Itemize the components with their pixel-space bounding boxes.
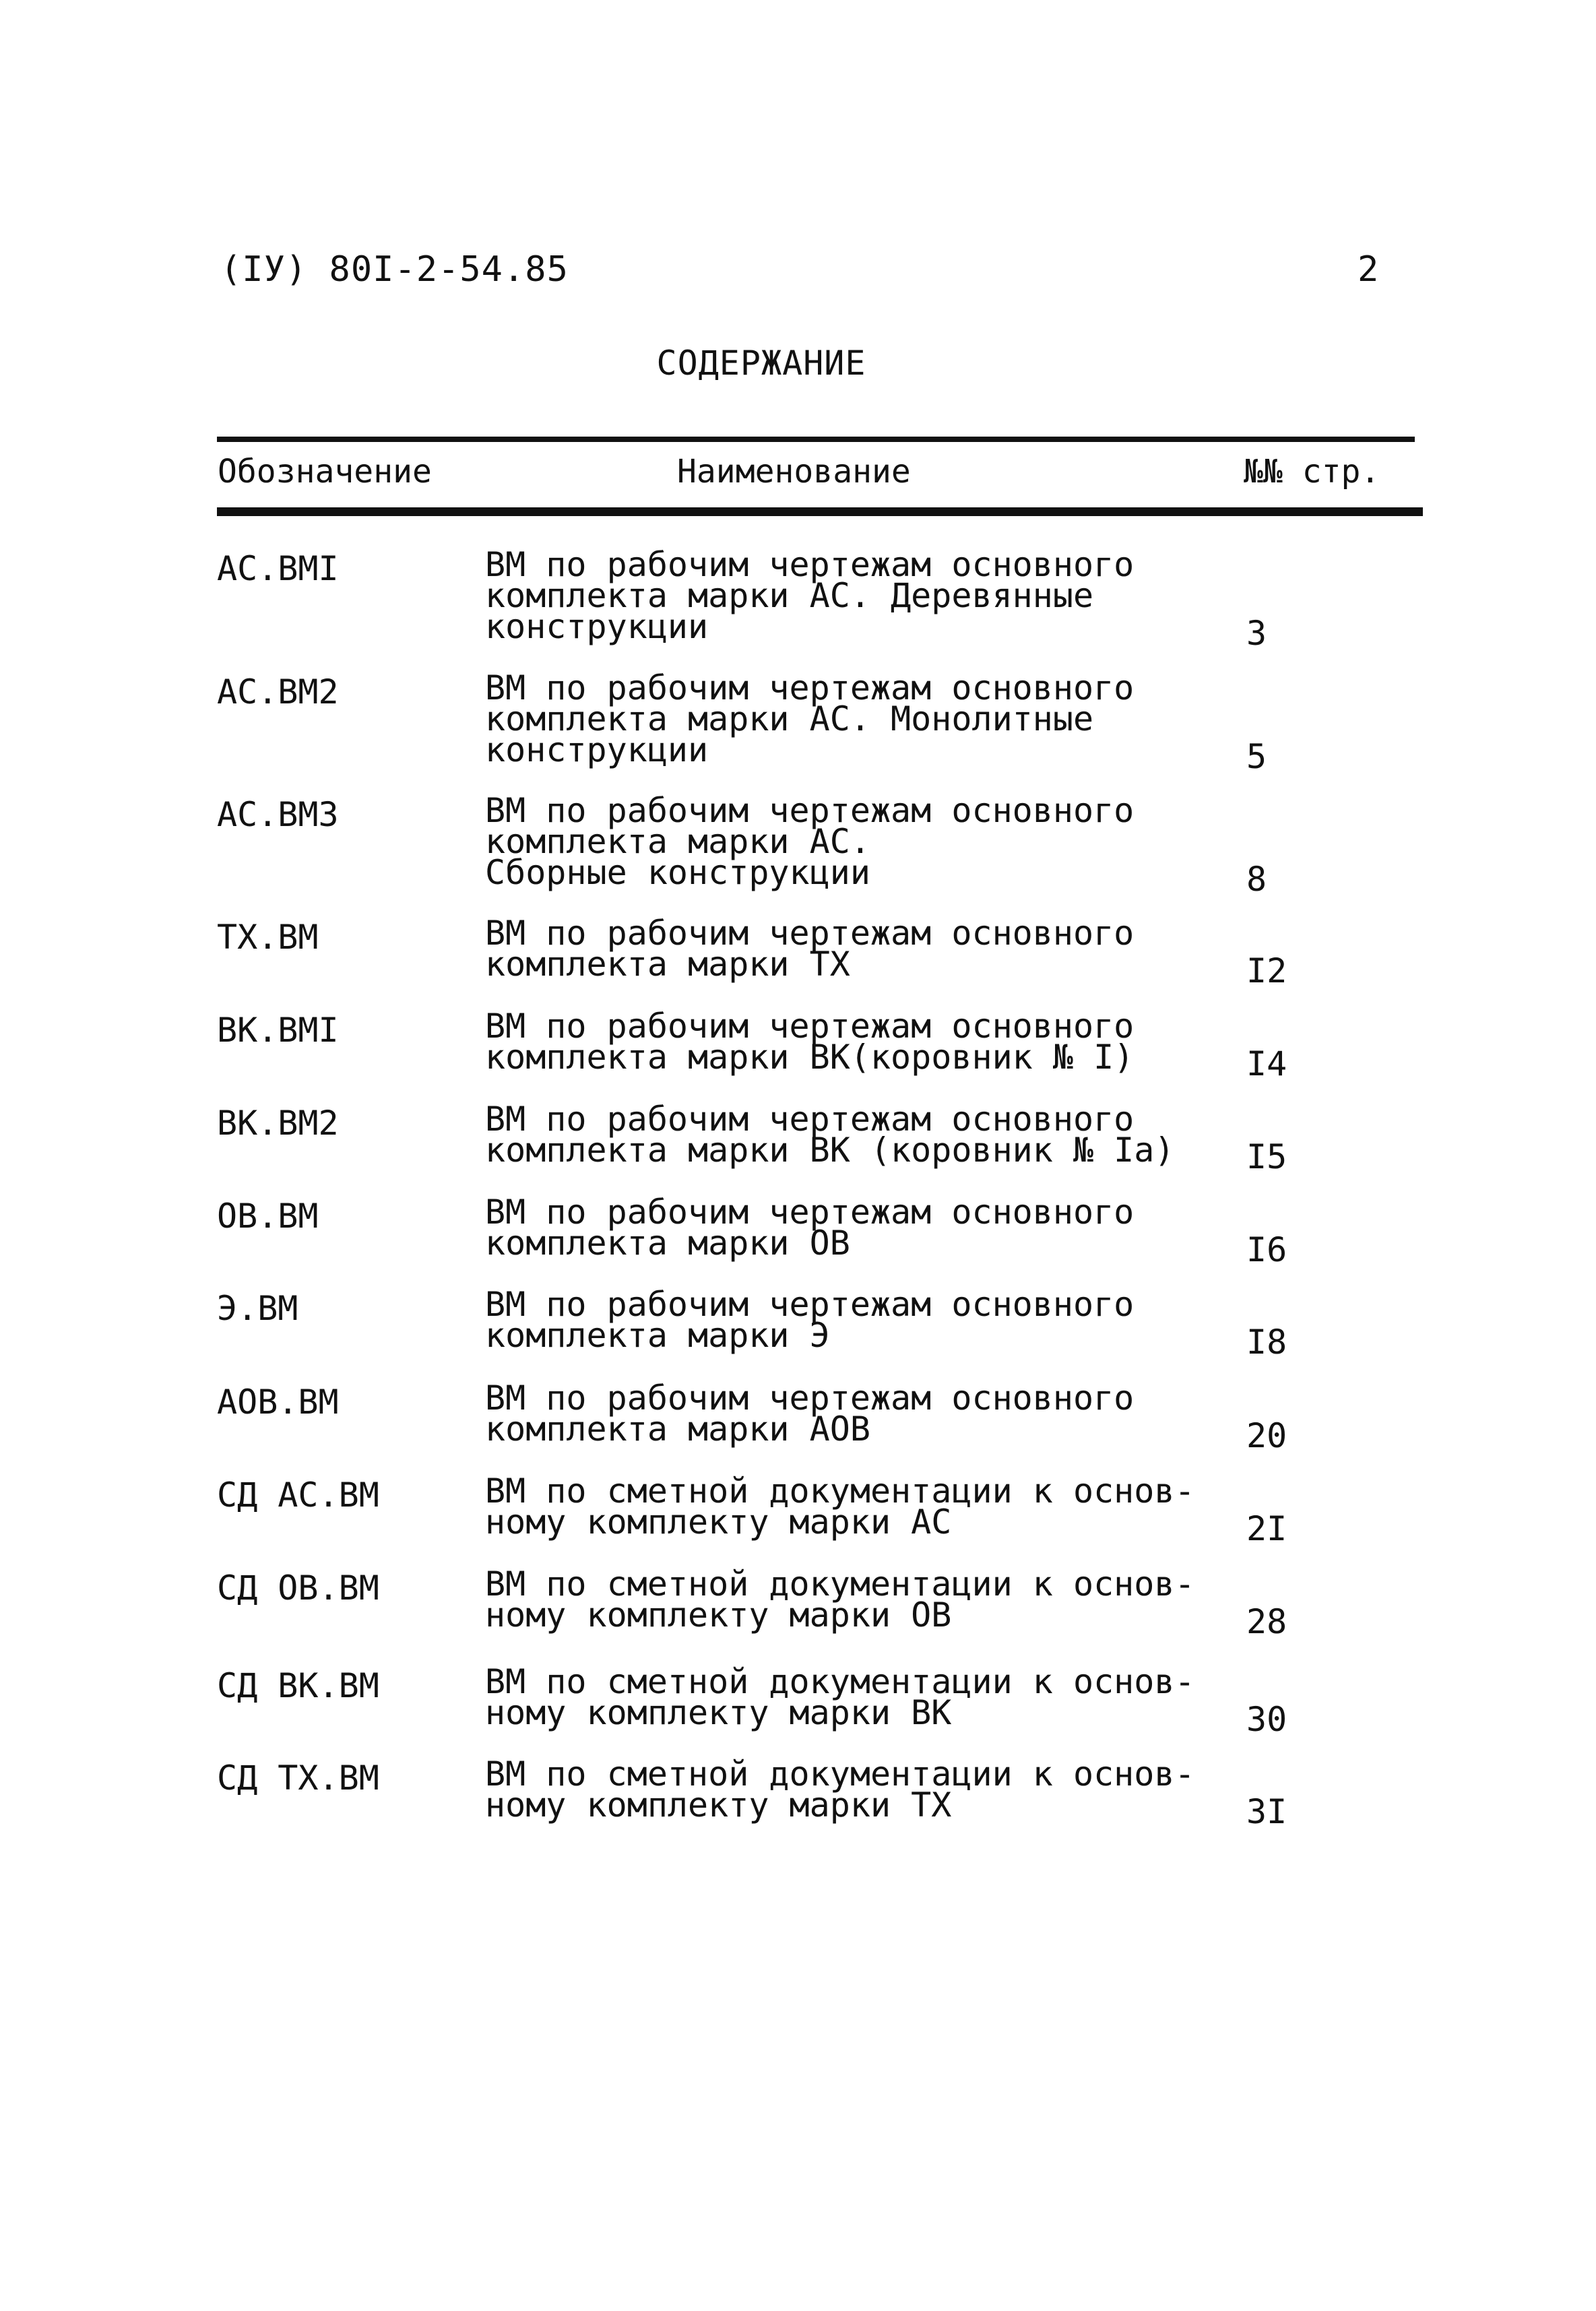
table-top-rule [217, 437, 1415, 442]
row-name-line: ВМ по рабочим чертежам основного [485, 1379, 1135, 1418]
row-name [485, 1471, 1226, 1542]
row-page-number: I2 [1246, 951, 1287, 990]
row-page-number: 20 [1246, 1416, 1287, 1455]
row-page-number: 5 [1246, 737, 1267, 776]
row-designation: СД АС.ВМ [217, 1476, 379, 1515]
row-page-number: I4 [1246, 1044, 1287, 1083]
row-designation: АС.ВМ2 [217, 672, 339, 711]
row-name-line: комплекта марки ТХ [485, 945, 850, 984]
row-name-line: Сборные конструкции [485, 853, 870, 892]
row-page-number: I8 [1246, 1323, 1287, 1362]
row-name-line: ному комплекту марки АС [485, 1502, 952, 1542]
row-page-number: 8 [1246, 860, 1267, 899]
row-name-line: ВМ по рабочим чертежам основного [485, 1193, 1135, 1232]
column-header-designation: Обозначение [218, 453, 432, 490]
row-name-line: комплекта марки ВК (коровник № Iа) [485, 1131, 1175, 1170]
column-header-name: Наименование [677, 453, 911, 490]
row-name-line: ВМ по рабочим чертежам основного [485, 791, 1135, 830]
row-page-number: 28 [1246, 1602, 1287, 1641]
row-designation: ВК.ВМI [217, 1011, 339, 1050]
row-name [485, 914, 1226, 984]
row-name-line: ВМ по сметной документации к основ- [485, 1662, 1195, 1701]
row-name-line: комплекта марки ВК(коровник № I) [485, 1038, 1135, 1077]
row-name-line: ВМ по сметной документации к основ- [485, 1754, 1195, 1794]
row-name [485, 1662, 1226, 1732]
row-name-line: комплекта марки АС. [485, 822, 870, 861]
row-designation: СД ВК.ВМ [217, 1666, 379, 1705]
row-name-line: комплекта марки АС. Монолитные [485, 699, 1094, 738]
row-name [485, 1379, 1226, 1449]
row-name-line: ВМ по сметной документации к основ- [485, 1471, 1195, 1511]
row-designation: АОВ.ВМ [217, 1383, 339, 1422]
row-name-line: ВМ по рабочим чертежам основного [485, 1285, 1135, 1324]
column-header-page: №№ стр. [1244, 453, 1380, 490]
row-name-line: ВМ по рабочим чертежам основного [485, 1007, 1135, 1046]
row-name-line: комплекта марки ОВ [485, 1224, 850, 1263]
row-designation: СД ОВ.ВМ [217, 1569, 379, 1608]
row-name [485, 1007, 1226, 1077]
row-name-line: ному комплекту марки ОВ [485, 1595, 952, 1635]
row-name-line: конструкции [485, 730, 709, 769]
row-name [485, 1754, 1226, 1825]
table-header-rule [217, 507, 1423, 516]
row-designation: ТХ.ВМ [217, 918, 319, 957]
row-name-line: ному комплекту марки ТХ [485, 1785, 952, 1825]
row-name-line: комплекта марки АС. Деревянные [485, 576, 1094, 615]
row-page-number: 3I [1246, 1792, 1287, 1831]
row-page-number: 30 [1246, 1700, 1287, 1739]
row-designation: ВК.ВМ2 [217, 1104, 339, 1143]
row-name [485, 1285, 1226, 1355]
row-name [485, 791, 1226, 892]
row-name-line: ВМ по сметной документации к основ- [485, 1564, 1195, 1604]
row-name-line: ВМ по рабочим чертежам основного [485, 545, 1135, 584]
row-designation: Э.ВМ [217, 1289, 298, 1328]
row-designation: АС.ВМI [217, 549, 339, 588]
row-designation: АС.ВМ3 [217, 795, 339, 834]
row-name [485, 545, 1226, 646]
page-number: 2 [1358, 249, 1379, 290]
row-name-line: ВМ по рабочим чертежам основного [485, 668, 1135, 707]
row-designation: СД ТХ.ВМ [217, 1759, 379, 1798]
row-name-line: конструкции [485, 607, 709, 646]
page-title: СОДЕРЖАНИЕ [656, 344, 866, 383]
document-code: (IУ) 80I-2-54.85 [220, 249, 569, 290]
row-page-number: I6 [1246, 1230, 1287, 1269]
row-name [485, 1193, 1226, 1263]
row-name-line: комплекта марки АОВ [485, 1410, 870, 1449]
row-name [485, 1100, 1226, 1170]
row-name-line: ВМ по рабочим чертежам основного [485, 1100, 1135, 1139]
row-name [485, 1564, 1226, 1635]
row-page-number: 2I [1246, 1509, 1287, 1548]
row-name-line: комплекта марки Э [485, 1316, 830, 1355]
row-name-line: ному комплекту марки ВК [485, 1693, 952, 1732]
row-name [485, 668, 1226, 769]
row-designation: ОВ.ВМ [217, 1197, 319, 1236]
row-page-number: I5 [1246, 1137, 1287, 1176]
row-page-number: 3 [1246, 614, 1267, 653]
row-name-line: ВМ по рабочим чертежам основного [485, 914, 1135, 953]
